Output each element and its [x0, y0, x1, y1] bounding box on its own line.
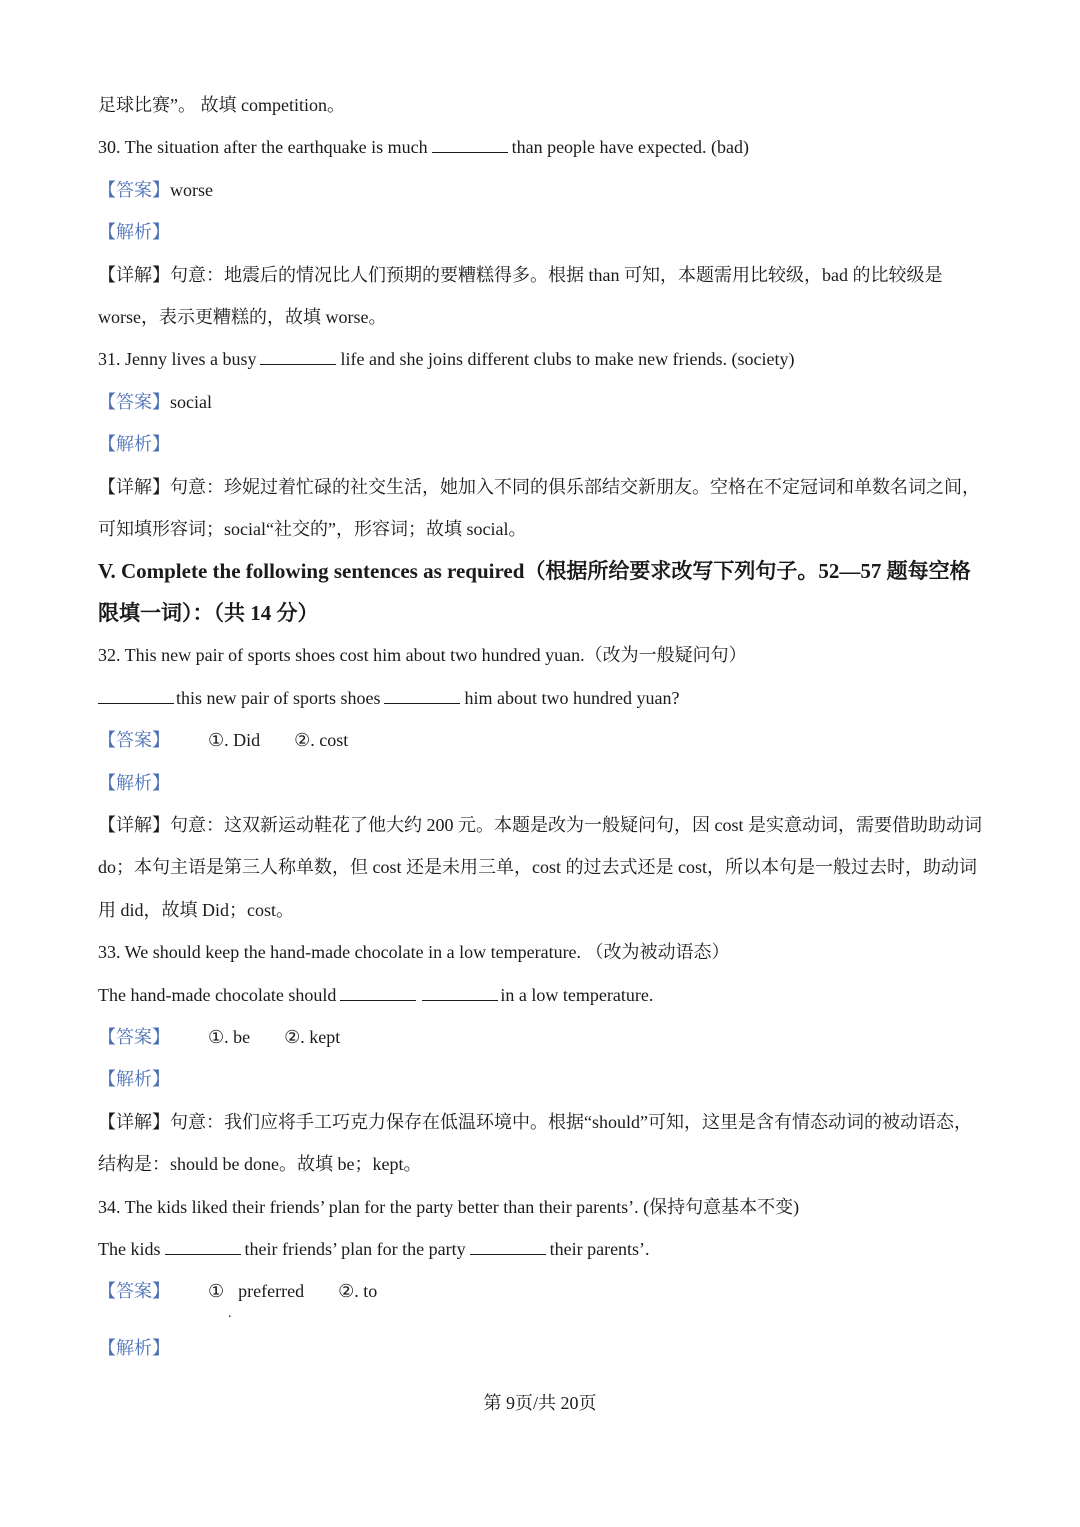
answer-value: ②. to: [338, 1281, 378, 1302]
answer-value: ②. cost: [294, 730, 349, 751]
answer-label: 【答案】: [98, 179, 170, 200]
question-32: 32. This new pair of sports shoes cost him about two hundred yuan.（改为一般疑问句）: [98, 645, 747, 666]
detail-explanation: 【详解】句意：珍妮过着忙碌的社交生活，她加入不同的俱乐部结交新朋友。空格在不定冠词和单数名词之间，可知填形容词；social“社交的”，形容词；故填 social。: [98, 476, 980, 539]
answer-label: 【答案】: [98, 730, 170, 751]
answer-34: [98, 1270, 988, 1312]
analysis-label: 【解析】: [98, 1069, 170, 1090]
fill-line-32: this new pair of sports shoes him about two hundred yuan?: [98, 677, 988, 719]
analysis-label: 【解析】: [98, 772, 170, 793]
text-line: 足球比赛”。 故填 competition。: [98, 95, 345, 115]
answer-30: [98, 169, 988, 211]
question-33: 33. We should keep the hand-made chocolate in a low temperature. （改为被动语态）: [98, 942, 730, 963]
answer-blank: [470, 1238, 546, 1255]
document-body: [98, 84, 988, 1369]
analysis-label: 【解析】: [98, 1337, 170, 1358]
answer-blank: [98, 687, 174, 704]
answer-value: worse: [170, 179, 213, 200]
answer-label: 【答案】: [98, 1281, 170, 1302]
answer-label: 【答案】: [98, 1026, 170, 1047]
answer-label: 【答案】: [98, 391, 170, 412]
analysis-label: 【解析】: [98, 222, 170, 243]
page-footer: 第 9页/共 20页: [483, 1393, 597, 1413]
analysis-label: 【解析】: [98, 434, 170, 455]
answer-blank: [260, 348, 336, 365]
answer-value: preferred: [238, 1281, 305, 1302]
answer-blank: [384, 687, 460, 704]
answer-blank: [165, 1238, 241, 1255]
question-30: 30. The situation after the earthquake is much than people have expected. (bad): [98, 137, 749, 158]
fill-line-34: The kids their friends’ plan for the party their parents’.: [98, 1238, 650, 1259]
fill-line-33: The hand-made chocolate should in a low temperature.: [98, 984, 654, 1005]
answer-value: ①. Did: [208, 730, 261, 751]
answer-value: ②. kept: [284, 1026, 341, 1047]
detail-explanation: 【详解】句意：这双新运动鞋花了他大约 200 元。本题是改为一般疑问句，因 cost 是实意动词，需要借助助动词 do；本句主语是第三人称单数，但 cost 还是未用三单，cost 的过去式还是 cost，所以本句是一般过去时，助动词用 did，故填 Did；cost。: [98, 814, 982, 920]
detail-explanation: 【详解】句意：我们应将手工巧克力保存在低温环境中。根据“should”可知，这里是含有情态动词的被动语态，结构是：should be done。故填 be；kept。: [98, 1111, 972, 1175]
answer-blank: [432, 136, 508, 153]
answer-marker: ① .: [208, 1281, 224, 1301]
answer-31: [98, 381, 988, 423]
answer-32: [98, 719, 988, 761]
section-heading: V. Complete the following sentences as required（根据所给要求改写下列句子。52—57 题每空格限填一词）：（共 14 分）: [98, 559, 971, 626]
answer-blank: [422, 984, 498, 1001]
detail-explanation: 【详解】句意：地震后的情况比人们预期的要糟糕得多。根据 than 可知，本题需用比较级，bad 的比较级是 worse，表示更糟糕的，故填 worse。: [98, 264, 943, 327]
answer-value: social: [170, 391, 212, 412]
question-34: 34. The kids liked their friends’ plan for the party better than their parents’. (保持句意基本不变): [98, 1196, 800, 1217]
question-31: 31. Jenny lives a busy life and she joins different clubs to make new friends. (society): [98, 349, 795, 370]
answer-33: [98, 1016, 988, 1058]
answer-blank: [340, 984, 416, 1001]
answer-value: ①. be: [208, 1026, 251, 1047]
